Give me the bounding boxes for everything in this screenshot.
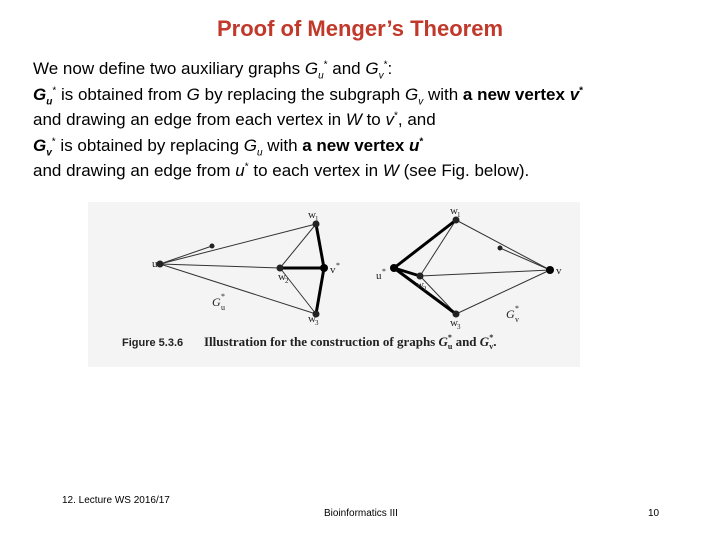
set-symbol: W xyxy=(345,110,362,129)
vertex-v xyxy=(546,266,554,274)
text: : xyxy=(387,59,393,78)
text: , and xyxy=(397,110,436,129)
label-ustar-sup: * xyxy=(382,267,386,276)
label-w2-sub: 2 xyxy=(423,285,427,293)
superscript: * xyxy=(51,135,56,147)
label-gu-star-sub: u xyxy=(221,303,225,312)
caption-main: Illustration for the construction of graphs xyxy=(204,334,436,349)
vertex-ustar xyxy=(390,264,398,272)
superscript: * xyxy=(393,110,398,122)
subscript: u xyxy=(46,95,53,107)
body-line-5 xyxy=(33,158,693,184)
left-graph xyxy=(152,209,340,327)
vertex-inner xyxy=(210,244,215,249)
text: and drawing an edge from xyxy=(33,161,236,180)
vertex-vstar xyxy=(320,264,328,272)
vertex-symbol: u xyxy=(409,135,420,155)
footer-course: Bioinformatics III xyxy=(324,508,398,519)
label-w3: w xyxy=(308,313,316,325)
vertex-symbol: v xyxy=(569,84,580,104)
vertex-u xyxy=(157,261,164,268)
superscript: * xyxy=(323,59,328,71)
body-line-2 xyxy=(33,82,693,108)
superscript: * xyxy=(579,84,584,96)
label-v: v xyxy=(556,265,562,277)
subscript: u xyxy=(257,146,263,158)
label-gv-star-sub: v xyxy=(515,315,519,324)
text: is obtained from xyxy=(56,84,187,104)
text: is obtained by replacing xyxy=(55,135,244,155)
body-line-3 xyxy=(33,107,693,133)
footer-lecture: 12. Lecture WS 2016/17 xyxy=(62,495,170,506)
caption-and: and xyxy=(452,334,480,349)
body-line-1 xyxy=(33,56,693,82)
graph-illustration xyxy=(88,202,580,367)
label-gu-star: G xyxy=(212,295,221,309)
figure-5-3-6 xyxy=(88,202,580,367)
superscript: * xyxy=(419,135,424,147)
caption-gv: G xyxy=(479,334,490,349)
slide-title: Proof of Menger’s Theorem xyxy=(216,16,504,41)
footer-page-number: 10 xyxy=(648,508,660,519)
body-line-4 xyxy=(33,133,693,159)
label-u: u xyxy=(152,258,158,270)
label-w3-sub: 3 xyxy=(457,323,461,331)
label-vstar: v xyxy=(330,264,336,276)
superscript: * xyxy=(244,161,249,173)
label-w3-sub: 3 xyxy=(315,319,319,327)
right-graph xyxy=(376,205,562,331)
set-symbol: W xyxy=(382,161,399,180)
graph-symbol: G xyxy=(33,84,47,104)
graph-symbol: G xyxy=(243,135,257,155)
caption-text xyxy=(204,333,496,351)
superscript: * xyxy=(383,59,388,71)
text: with xyxy=(423,84,463,104)
caption-gv-sup: * xyxy=(489,333,494,342)
text: to xyxy=(361,110,386,129)
caption-gu-sup: * xyxy=(447,333,452,342)
vertex-symbol: u xyxy=(235,161,245,180)
text: and xyxy=(327,59,366,78)
caption-end: . xyxy=(493,334,497,349)
label-w1: w xyxy=(450,205,458,217)
vertex-inner xyxy=(498,246,503,251)
text: to each vertex in xyxy=(248,161,383,180)
label-w2: w xyxy=(278,271,286,283)
caption-gu: G xyxy=(438,334,448,349)
emphasis: a new vertex xyxy=(302,135,410,155)
caption-gu-sub: u xyxy=(447,342,453,351)
vertex-symbol: v xyxy=(385,110,394,129)
graph-symbol: G xyxy=(186,84,200,104)
figure-caption xyxy=(122,333,496,351)
superscript: * xyxy=(52,84,57,96)
text: with xyxy=(262,135,303,155)
graph-symbol: G xyxy=(365,59,379,78)
emphasis: a new vertex xyxy=(462,84,570,104)
label-w2-sub: 2 xyxy=(285,277,289,285)
subscript: v xyxy=(418,95,424,107)
label-gv-star-sup: * xyxy=(515,304,519,313)
slide-body xyxy=(33,56,693,184)
subscript: v xyxy=(378,70,384,82)
text: by replacing the subgraph xyxy=(199,84,405,104)
label-w2: w xyxy=(416,279,424,291)
label-gv-star: G xyxy=(506,307,515,321)
subscript: u xyxy=(318,70,324,82)
label-w1: w xyxy=(308,209,316,221)
subscript: v xyxy=(46,146,52,158)
label-w1-sub: 1 xyxy=(315,215,319,223)
caption-label: Figure 5.3.6 xyxy=(122,337,184,349)
graph-symbol: G xyxy=(304,59,319,78)
label-gu-star-sup: * xyxy=(221,292,225,301)
label-w1-sub: 1 xyxy=(457,211,461,219)
text: We now define two auxiliary graphs xyxy=(33,59,305,78)
text: and drawing an edge from each vertex in xyxy=(33,110,346,129)
text: (see Fig. below). xyxy=(398,161,530,180)
label-vstar-sup: * xyxy=(336,261,340,270)
graph-symbol: G xyxy=(404,84,419,104)
label-w3: w xyxy=(450,317,458,329)
graph-symbol: G xyxy=(33,135,47,155)
caption-gv-sub: v xyxy=(489,342,494,351)
label-ustar: u xyxy=(376,270,382,282)
